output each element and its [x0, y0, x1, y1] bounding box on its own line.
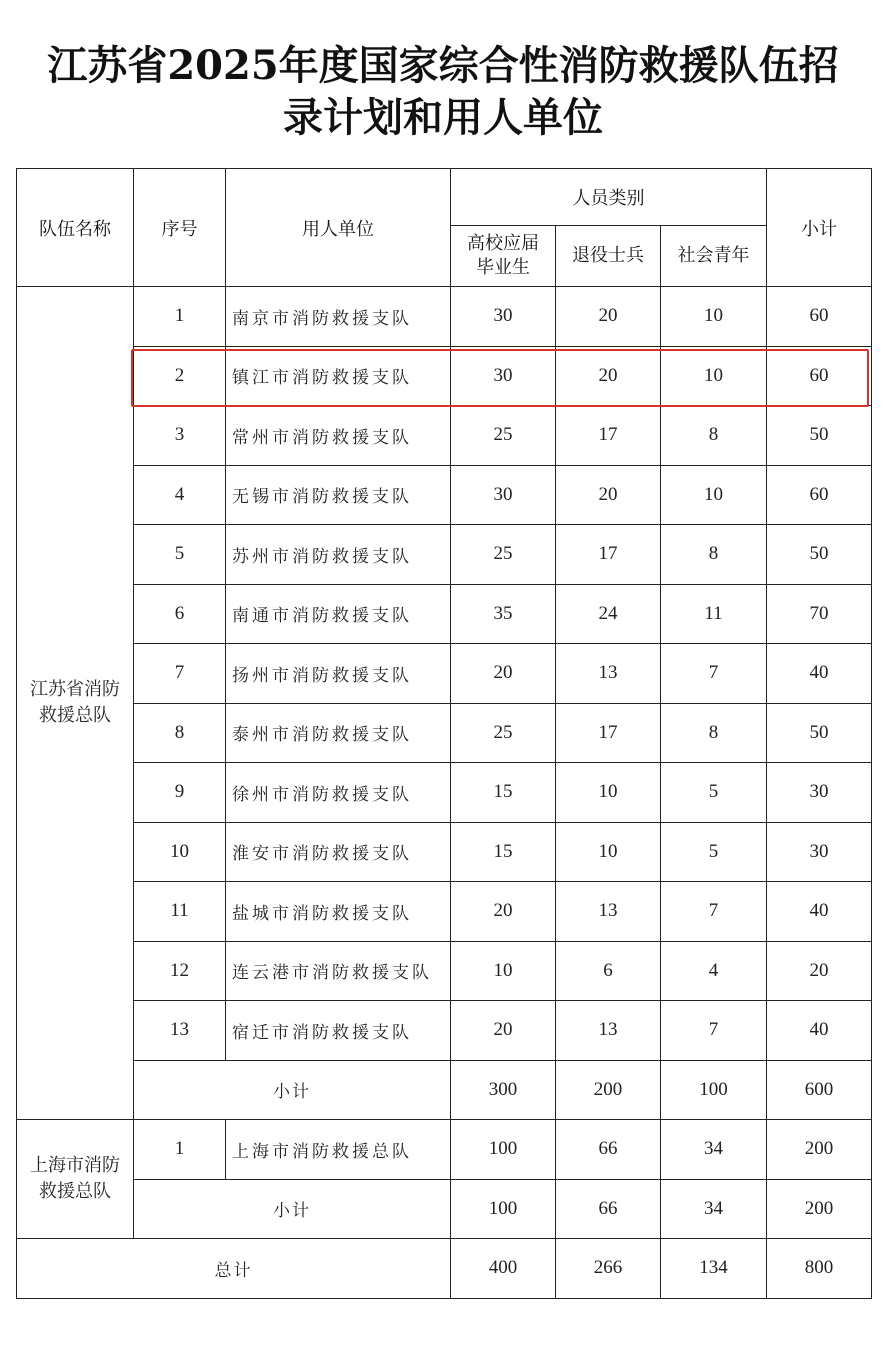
graduates-cell: 20	[451, 882, 556, 942]
table-row	[17, 644, 872, 704]
table-body	[17, 287, 872, 1299]
veterans-cell: 266	[556, 1239, 661, 1299]
veterans-cell: 13	[556, 1001, 661, 1061]
seq-cell: 1	[134, 287, 226, 347]
graduates-cell: 400	[451, 1239, 556, 1299]
youth-cell: 10	[661, 287, 767, 347]
unit-cell: 无锡市消防救援支队	[226, 465, 451, 525]
veterans-cell: 17	[556, 525, 661, 585]
header-veterans: 退役士兵	[556, 226, 661, 287]
seq-cell: 8	[134, 703, 226, 763]
youth-cell: 11	[661, 584, 767, 644]
subtotal-cell: 200	[767, 1179, 872, 1239]
youth-cell: 7	[661, 882, 767, 942]
youth-cell: 134	[661, 1239, 767, 1299]
veterans-cell: 200	[556, 1060, 661, 1120]
table-row	[17, 703, 872, 763]
graduates-cell: 25	[451, 703, 556, 763]
seq-cell: 3	[134, 406, 226, 466]
unit-cell: 徐州市消防救援支队	[226, 763, 451, 823]
graduates-cell: 30	[451, 346, 556, 406]
subtotal-cell: 50	[767, 703, 872, 763]
graduates-cell: 20	[451, 1001, 556, 1061]
total-row-label: 总计	[17, 1239, 451, 1299]
header-youth: 社会青年	[661, 226, 767, 287]
header-unit: 用人单位	[226, 169, 451, 287]
header-team: 队伍名称	[17, 169, 134, 287]
veterans-cell: 13	[556, 882, 661, 942]
title-line-1: 江苏省2025年度国家综合性消防救援队伍招	[47, 42, 839, 89]
veterans-cell: 66	[556, 1179, 661, 1239]
header-subtotal: 小计	[767, 169, 872, 287]
unit-cell: 宿迁市消防救援支队	[226, 1001, 451, 1061]
unit-cell: 盐城市消防救援支队	[226, 882, 451, 942]
recruitment-table	[16, 168, 872, 1299]
youth-cell: 8	[661, 703, 767, 763]
header-category: 人员类别	[451, 169, 767, 226]
subtotal-cell: 60	[767, 287, 872, 347]
youth-cell: 8	[661, 406, 767, 466]
team-name-line: 救援总队	[39, 1181, 111, 1202]
page-title	[0, 40, 886, 144]
seq-cell: 13	[134, 1001, 226, 1061]
veterans-cell: 66	[556, 1120, 661, 1180]
subtotal-cell: 60	[767, 346, 872, 406]
shanghai-subtotal-row-label: 小计	[134, 1179, 451, 1239]
graduates-cell: 10	[451, 941, 556, 1001]
subtotal-cell: 30	[767, 763, 872, 823]
seq-cell: 12	[134, 941, 226, 1001]
graduates-cell: 25	[451, 525, 556, 585]
unit-cell: 上海市消防救援总队	[226, 1120, 451, 1180]
table-row	[17, 1001, 872, 1061]
table-row	[17, 346, 872, 406]
title-line-2: 录计划和用人单位	[283, 94, 603, 141]
youth-cell: 7	[661, 644, 767, 704]
graduates-cell: 35	[451, 584, 556, 644]
unit-cell: 扬州市消防救援支队	[226, 644, 451, 704]
subtotal-cell: 800	[767, 1239, 872, 1299]
shanghai-subtotal-row	[17, 1179, 872, 1239]
graduates-cell: 30	[451, 287, 556, 347]
graduates-cell: 30	[451, 465, 556, 525]
seq-cell: 10	[134, 822, 226, 882]
table-row	[17, 822, 872, 882]
graduates-cell: 100	[451, 1120, 556, 1180]
youth-cell: 34	[661, 1120, 767, 1180]
table-row	[17, 525, 872, 585]
header-seq: 序号	[134, 169, 226, 287]
youth-cell: 34	[661, 1179, 767, 1239]
youth-cell: 5	[661, 763, 767, 823]
seq-cell: 6	[134, 584, 226, 644]
subtotal-cell: 50	[767, 406, 872, 466]
veterans-cell: 6	[556, 941, 661, 1001]
unit-cell: 南通市消防救援支队	[226, 584, 451, 644]
unit-cell: 连云港市消防救援支队	[226, 941, 451, 1001]
table-row	[17, 465, 872, 525]
seq-cell: 5	[134, 525, 226, 585]
team-name-line: 上海市消防	[30, 1155, 120, 1176]
total-row	[17, 1239, 872, 1299]
youth-cell: 100	[661, 1060, 767, 1120]
veterans-cell: 20	[556, 346, 661, 406]
unit-cell: 苏州市消防救援支队	[226, 525, 451, 585]
graduates-cell: 20	[451, 644, 556, 704]
team-name-line: 救援总队	[39, 705, 111, 726]
unit-cell: 泰州市消防救援支队	[226, 703, 451, 763]
subtotal-cell: 600	[767, 1060, 872, 1120]
table-row	[17, 763, 872, 823]
team-name-cell	[17, 287, 134, 1120]
subtotal-cell: 30	[767, 822, 872, 882]
youth-cell: 7	[661, 1001, 767, 1061]
subtotal-cell: 70	[767, 584, 872, 644]
jiangsu-subtotal-row	[17, 1060, 872, 1120]
table-row	[17, 1120, 872, 1180]
unit-cell: 淮安市消防救援支队	[226, 822, 451, 882]
seq-cell: 2	[134, 346, 226, 406]
subtotal-cell: 40	[767, 644, 872, 704]
graduates-cell: 15	[451, 763, 556, 823]
veterans-cell: 20	[556, 465, 661, 525]
seq-cell: 4	[134, 465, 226, 525]
youth-cell: 8	[661, 525, 767, 585]
youth-cell: 5	[661, 822, 767, 882]
seq-cell: 9	[134, 763, 226, 823]
subtotal-cell: 40	[767, 1001, 872, 1061]
subtotal-cell: 200	[767, 1120, 872, 1180]
seq-cell: 11	[134, 882, 226, 942]
graduates-cell: 100	[451, 1179, 556, 1239]
table-row	[17, 584, 872, 644]
veterans-cell: 24	[556, 584, 661, 644]
graduates-cell: 300	[451, 1060, 556, 1120]
youth-cell: 10	[661, 465, 767, 525]
unit-cell: 常州市消防救援支队	[226, 406, 451, 466]
team-name-cell	[17, 1120, 134, 1239]
youth-cell: 4	[661, 941, 767, 1001]
subtotal-cell: 40	[767, 882, 872, 942]
subtotal-cell: 60	[767, 465, 872, 525]
graduates-cell: 15	[451, 822, 556, 882]
table-row	[17, 941, 872, 1001]
table-row	[17, 882, 872, 942]
seq-cell: 7	[134, 644, 226, 704]
subtotal-cell: 50	[767, 525, 872, 585]
veterans-cell: 10	[556, 763, 661, 823]
jiangsu-subtotal-row-label: 小计	[134, 1060, 451, 1120]
team-name-line: 江苏省消防	[30, 679, 120, 700]
veterans-cell: 10	[556, 822, 661, 882]
graduates-cell: 25	[451, 406, 556, 466]
youth-cell: 10	[661, 346, 767, 406]
table-row	[17, 406, 872, 466]
table-row	[17, 287, 872, 347]
subtotal-cell: 20	[767, 941, 872, 1001]
unit-cell: 南京市消防救援支队	[226, 287, 451, 347]
unit-cell: 镇江市消防救援支队	[226, 346, 451, 406]
veterans-cell: 17	[556, 703, 661, 763]
header-graduates: 高校应届 毕业生	[451, 226, 556, 287]
seq-cell: 1	[134, 1120, 226, 1180]
veterans-cell: 17	[556, 406, 661, 466]
veterans-cell: 13	[556, 644, 661, 704]
veterans-cell: 20	[556, 287, 661, 347]
